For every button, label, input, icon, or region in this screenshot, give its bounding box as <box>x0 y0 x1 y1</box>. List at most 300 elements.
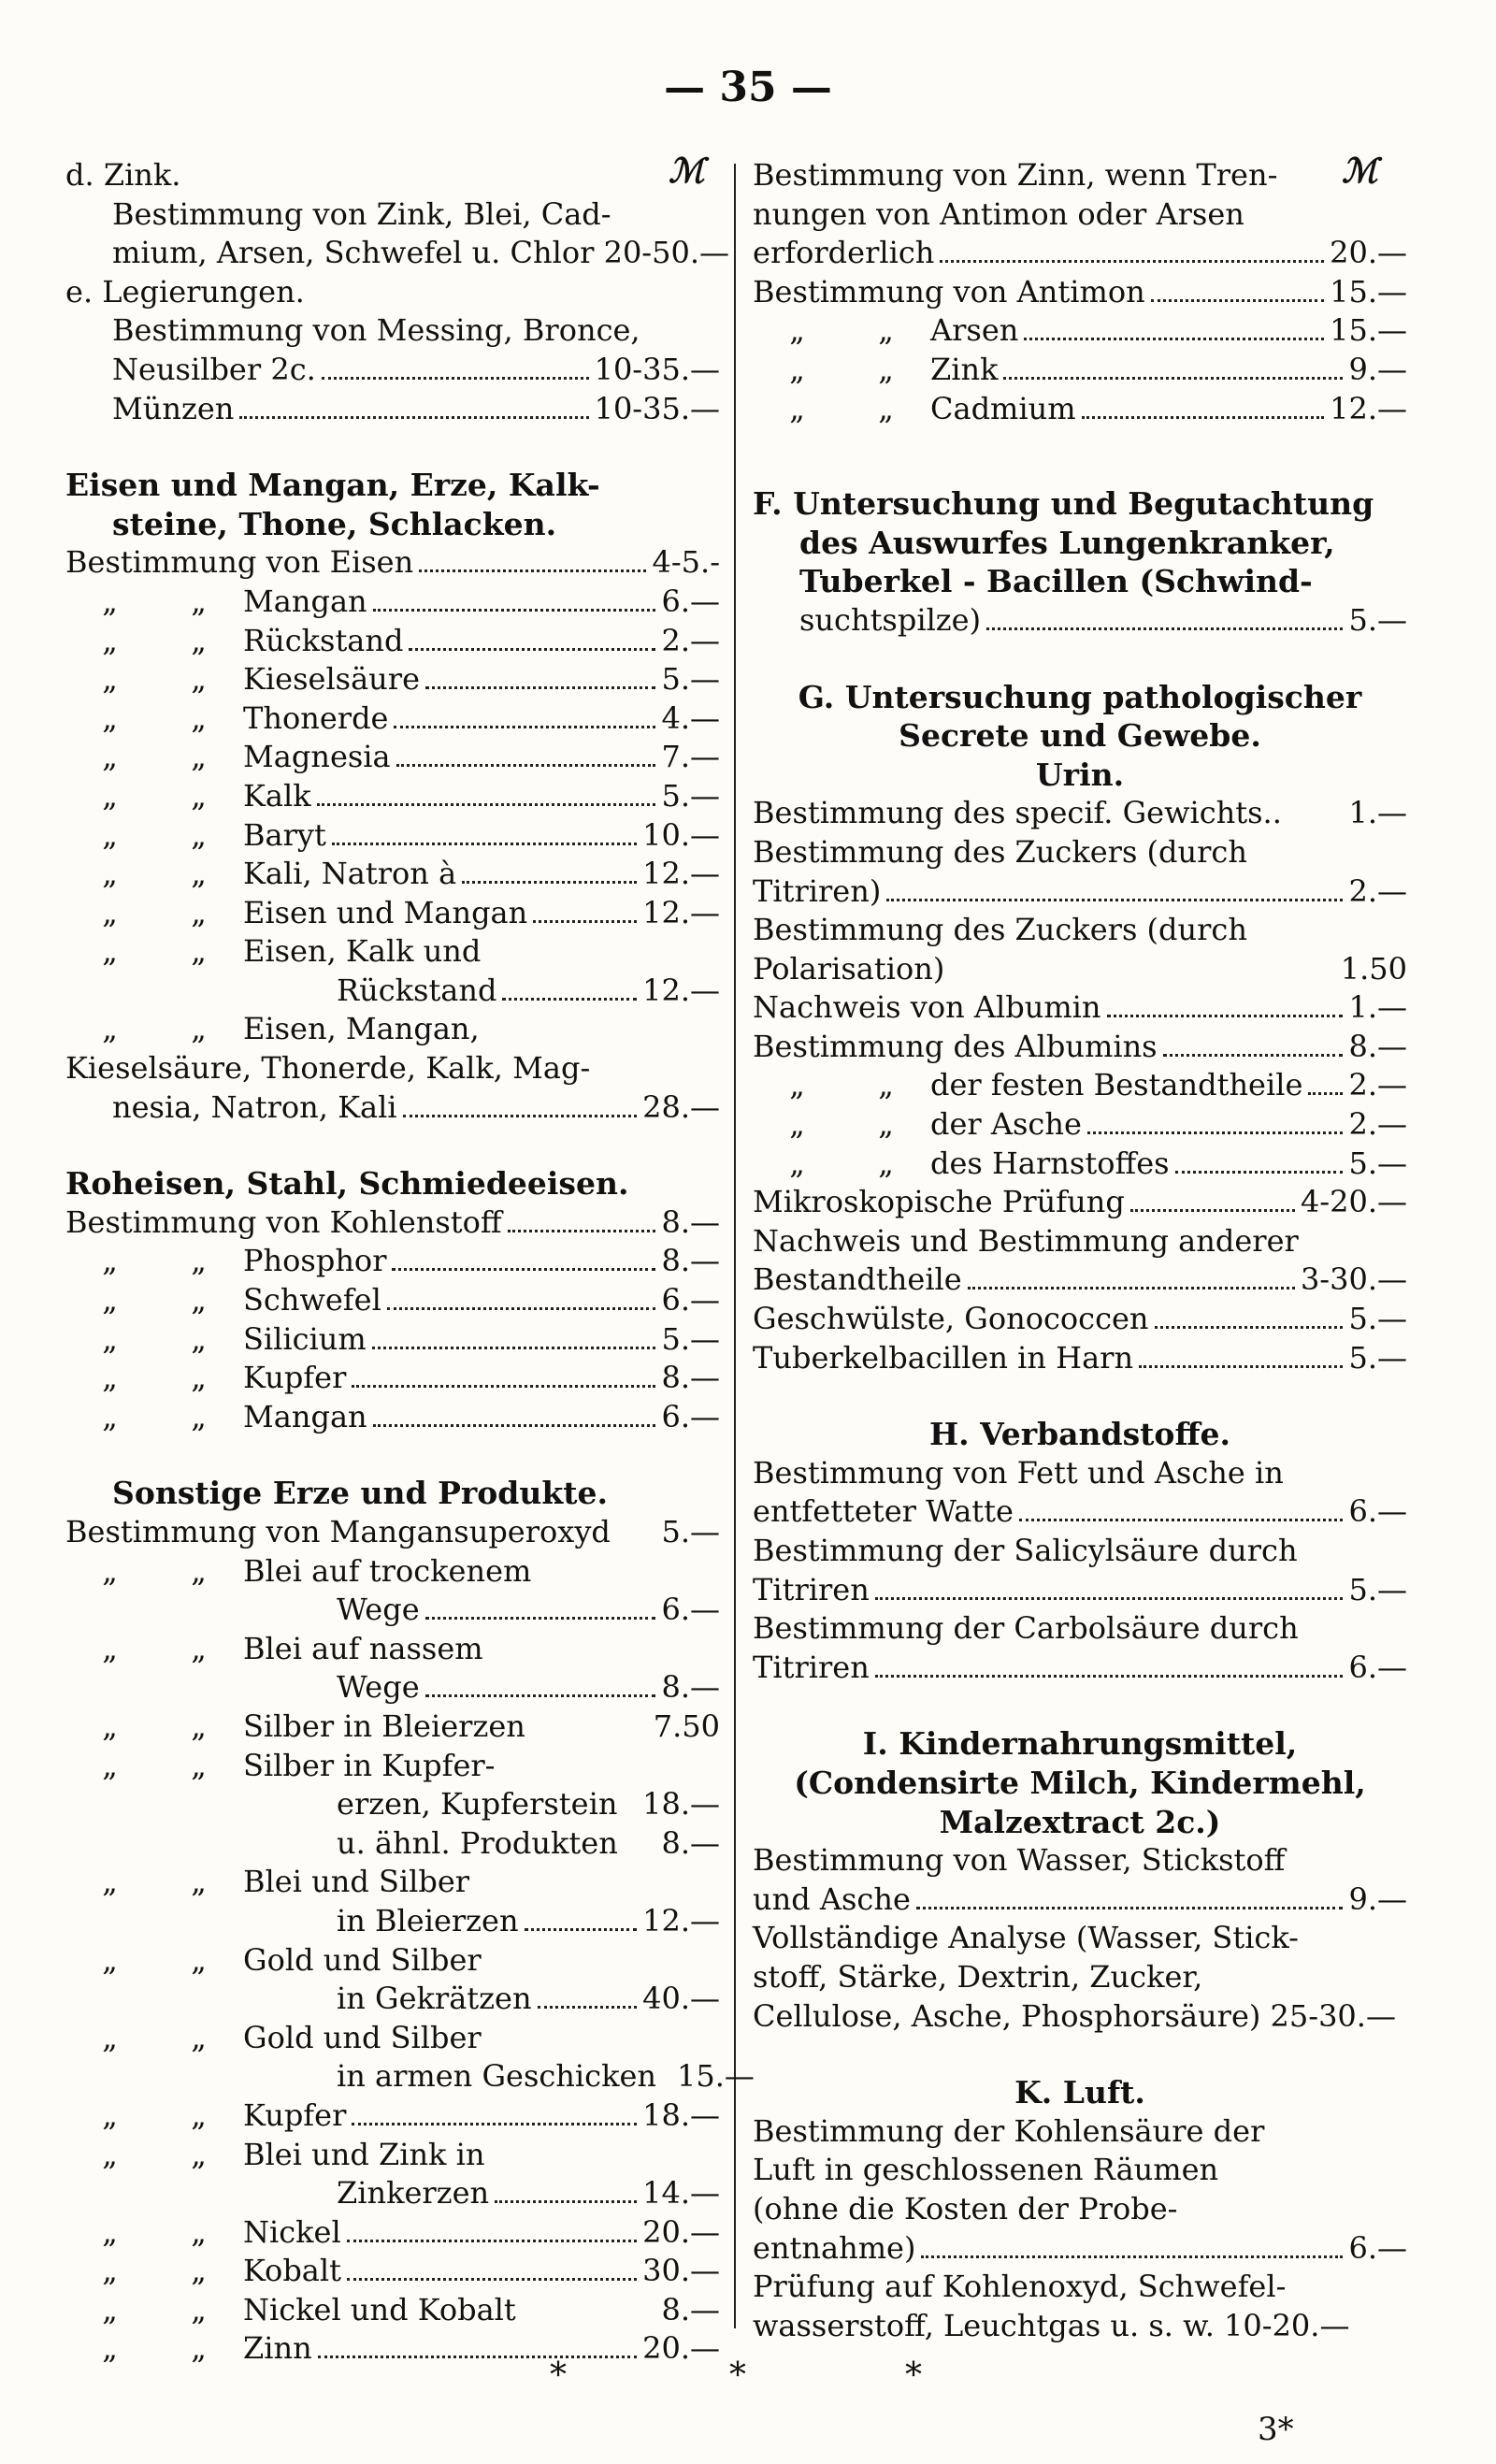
entry-price: 6.— <box>661 1592 720 1628</box>
spacer <box>65 1128 720 1165</box>
entry-line <box>753 602 1407 641</box>
leader-dots <box>1107 1015 1344 1017</box>
entry-line <box>65 973 720 1012</box>
entry-line <box>753 274 1407 313</box>
leader-dots <box>317 803 656 806</box>
leader-dots <box>875 1675 1344 1678</box>
entry-price: 8.— <box>661 1669 720 1706</box>
ditto-mark: „ <box>878 1067 894 1103</box>
leader-dots <box>403 1115 638 1117</box>
ditto-mark: „ <box>878 1145 894 1181</box>
entry-price: 15.— <box>1330 273 1407 310</box>
entry-price: 28.— <box>642 1088 720 1125</box>
entry-text: Nickel und Kobalt <box>243 2291 516 2327</box>
ditto-mark: „ <box>191 1747 207 1783</box>
entry-line <box>753 989 1407 1029</box>
entry-price: 10-35.— <box>594 351 720 387</box>
entry-text: der festen Bestandtheile <box>930 1067 1303 1103</box>
leader-dots <box>1151 299 1324 302</box>
entry-text: Zinkerzen <box>337 2175 490 2212</box>
entry-line <box>65 1514 720 1553</box>
entry-text: Polarisation) <box>753 950 945 987</box>
entry-line <box>65 1669 720 1708</box>
entry-text: Bestimmung der Kohlensäure der <box>753 2112 1265 2149</box>
entry-text: der Asche <box>930 1106 1082 1143</box>
entry-text: nungen von Antimon oder Arsen <box>753 195 1244 232</box>
leader-dots <box>533 920 637 923</box>
leader-dots <box>921 2255 1343 2258</box>
entry-line <box>753 1493 1407 1533</box>
right-column <box>753 157 1407 2346</box>
entry-price: 1.50 <box>1340 950 1407 987</box>
entry-price: 1.— <box>1348 795 1407 831</box>
ditto-mark: „ <box>102 1630 118 1666</box>
ditto-mark: „ <box>191 816 207 853</box>
entry-line <box>65 2214 720 2254</box>
ditto-mark: „ <box>191 1398 207 1434</box>
entry-price: 9.— <box>1348 351 1407 387</box>
entry-price: 6.— <box>661 583 720 619</box>
ditto-mark: „ <box>191 1864 207 1900</box>
entry-text: wasserstoff, Leuchtgas u. s. w. 10-20.— <box>753 2307 1350 2343</box>
left-column <box>65 157 755 2370</box>
entry-text: Silber in Bleierzen <box>243 1708 525 1744</box>
ditto-mark: „ <box>789 1106 805 1143</box>
entry-price: 12.— <box>1330 390 1407 426</box>
ditto-mark: „ <box>878 1106 894 1143</box>
leader-dots <box>462 881 637 884</box>
entry-line <box>753 1998 1407 2038</box>
section-heading: Sonstige Erze und Produkte. <box>112 1475 608 1512</box>
entry-text: entnahme) <box>753 2229 916 2266</box>
leader-dots <box>1175 1171 1344 1174</box>
entry-line <box>65 623 720 662</box>
leader-dots <box>1130 1209 1295 1212</box>
ditto-mark: „ <box>191 1708 207 1744</box>
entry-line <box>753 1881 1407 1921</box>
ditto-mark: „ <box>191 661 207 698</box>
section-heading: F. Untersuchung und Begutachtung <box>753 485 1374 523</box>
entry-line <box>753 2308 1407 2347</box>
entry-line <box>753 1455 1407 1494</box>
section-heading: Tuberkel - Bacillen (Schwind- <box>799 563 1313 600</box>
entry-price: 10.— <box>642 816 720 853</box>
entry-price: 5.— <box>661 661 720 698</box>
entry-text: Gold und Silber <box>243 2019 482 2055</box>
ditto-mark: „ <box>191 1011 207 1047</box>
leader-dots <box>425 1694 656 1697</box>
ditto-mark: „ <box>191 1630 207 1666</box>
ditto-mark: „ <box>102 622 118 658</box>
leader-dots <box>373 609 656 612</box>
entry-price: 4-20.— <box>1300 1184 1407 1220</box>
entry-line <box>753 1572 1407 1611</box>
entry-text: entfetteter Watte <box>753 1493 1014 1530</box>
entry-text: Kalk <box>243 777 311 814</box>
entry-price: 18.— <box>642 1786 720 1823</box>
section-heading: I. Kindernahrungsmittel, <box>862 1725 1298 1763</box>
page-number: — 35 — <box>664 64 832 111</box>
entry-text: Blei und Zink in <box>243 2136 485 2172</box>
ditto-mark: „ <box>191 2253 207 2289</box>
entry-price: 7.50 <box>653 1708 720 1744</box>
entry-text: Geschwülste, Gonococcen <box>753 1301 1149 1337</box>
entry-text: Bestimmung von Messing, Bronce, <box>112 312 640 349</box>
entry-text: Rückstand <box>337 972 497 1008</box>
ditto-mark: „ <box>102 1941 118 1978</box>
ditto-mark: „ <box>191 933 207 970</box>
leader-dots <box>347 2278 637 2281</box>
ditto-mark: „ <box>102 1708 118 1744</box>
entry-line <box>753 1301 1407 1340</box>
entry-text: erzen, Kupferstein <box>337 1786 618 1823</box>
entry-line <box>753 2269 1407 2308</box>
entry-text: Blei und Silber <box>243 1864 470 1900</box>
entry-line <box>753 1920 1407 1959</box>
leader-dots <box>347 2240 637 2242</box>
entry-text: suchtspilze) <box>799 601 982 638</box>
entry-line <box>753 391 1407 430</box>
entry-text: Bestandtheile <box>753 1261 962 1298</box>
entry-text: Bestimmung des Zuckers (durch <box>753 912 1247 948</box>
entry-line <box>753 1650 1407 1689</box>
entry-line <box>65 817 720 857</box>
entry-line <box>65 1204 720 1244</box>
star-ornament: * <box>729 2356 746 2395</box>
ditto-mark: „ <box>102 2019 118 2055</box>
entry-line <box>65 856 720 895</box>
entry-text: in Gekrätzen <box>337 1981 532 2017</box>
entry-line <box>65 1321 720 1361</box>
entry-text: Bestimmung von Mangansuperoxyd <box>65 1514 611 1549</box>
ditto-mark: „ <box>102 1320 118 1357</box>
leader-dots <box>525 1928 638 1931</box>
entry-line <box>753 1146 1407 1185</box>
ditto-mark: „ <box>191 2291 207 2327</box>
entry-price: 3-30.— <box>1300 1261 1407 1298</box>
leader-dots <box>1308 1092 1343 1095</box>
entry-text: Magnesia <box>243 739 391 775</box>
ditto-mark: „ <box>789 390 805 426</box>
ditto-mark: „ <box>191 777 207 814</box>
leader-dots <box>332 843 637 845</box>
entry-text: Arsen <box>930 312 1019 349</box>
entry-line <box>753 2191 1407 2230</box>
entry-price: 30.— <box>642 2253 720 2289</box>
section-heading: d. Zink. <box>65 157 181 193</box>
entry-text: (ohne die Kosten der Probe- <box>753 2190 1178 2226</box>
section-heading: G. Untersuchung pathologischer <box>798 678 1362 715</box>
entry-price: 6.— <box>1348 2229 1407 2266</box>
entry-text: Mikroskopische Prüfung <box>753 1184 1125 1220</box>
entry-text: Blei auf nassem <box>243 1630 483 1666</box>
entry-text: Titriren <box>753 1571 870 1607</box>
section-heading: K. Luft. <box>1014 2074 1145 2111</box>
entry-line <box>65 2292 720 2331</box>
entry-text: Titriren) <box>753 872 882 909</box>
leader-dots <box>396 764 656 767</box>
ditto-mark: „ <box>191 1360 207 1396</box>
ditto-mark: „ <box>191 1243 207 1279</box>
entry-text: Cellulose, Asche, Phosphorsäure) 25-30.— <box>753 1997 1396 2034</box>
leader-dots <box>239 416 588 419</box>
entry-price: 12.— <box>642 1902 720 1938</box>
entry-line <box>65 2097 720 2137</box>
entry-line <box>65 661 720 700</box>
entry-text: Nickel <box>243 2213 341 2250</box>
entry-line <box>753 352 1407 391</box>
entry-text: Wege <box>337 1592 420 1628</box>
entry-price: 6.— <box>661 1398 720 1434</box>
entry-price: 18.— <box>642 2097 720 2133</box>
ditto-mark: „ <box>191 583 207 619</box>
leader-dots <box>886 899 1343 901</box>
entry-price: 20.— <box>1330 235 1407 271</box>
entry-line <box>753 1184 1407 1223</box>
spacer <box>65 1437 720 1475</box>
ditto-mark: „ <box>191 1320 207 1357</box>
entry-line <box>65 2020 720 2059</box>
entry-price: 8.— <box>661 2291 720 2327</box>
section-subheading: Urin. <box>1035 756 1125 793</box>
ditto-mark: „ <box>191 2019 207 2055</box>
entry-text: Kieselsäure <box>243 661 421 698</box>
entry-line <box>753 235 1407 274</box>
leader-dots <box>372 1347 656 1349</box>
leader-dots <box>508 1230 656 1232</box>
entry-text: Bestimmung von Eisen <box>65 544 414 581</box>
entry-line <box>65 1592 720 1631</box>
entry-text: Kupfer <box>243 1360 347 1396</box>
entry-price: 8.— <box>1348 1028 1407 1064</box>
ditto-mark: „ <box>102 739 118 775</box>
entry-line <box>65 778 720 817</box>
ditto-mark: „ <box>191 622 207 658</box>
section-heading: (Condensirte Milch, Kindermehl, <box>794 1764 1366 1801</box>
ditto-mark: „ <box>878 351 894 387</box>
ditto-mark: „ <box>102 2330 118 2367</box>
entry-price: 12.— <box>642 972 720 1008</box>
entry-price: 5.— <box>661 1320 720 1357</box>
entry-text: Bestimmung des specif. Gewichts.. <box>753 795 1282 831</box>
leader-dots <box>916 1907 1344 1909</box>
leader-dots <box>1155 1326 1344 1329</box>
leader-dots <box>394 726 655 728</box>
entry-line <box>65 1864 720 1903</box>
entry-price: 40.— <box>642 1981 720 2017</box>
spacer <box>753 2037 1407 2074</box>
entry-price: 12.— <box>642 894 720 930</box>
entry-text: Eisen und Mangan <box>243 894 528 930</box>
section-heading: des Auswurfes Lungenkranker, <box>799 524 1335 561</box>
ditto-mark: „ <box>878 390 894 426</box>
leader-dots <box>425 1617 656 1620</box>
ditto-mark: „ <box>102 856 118 892</box>
spacer <box>753 1688 1407 1725</box>
leader-dots <box>986 627 1343 630</box>
leader-dots <box>502 998 637 1001</box>
entry-price: 5.— <box>661 777 720 814</box>
entry-text: Schwefel <box>243 1282 381 1318</box>
leader-dots <box>318 2356 637 2358</box>
ditto-mark: „ <box>102 2213 118 2250</box>
entry-line <box>65 196 720 236</box>
entry-price: 4.— <box>661 699 720 736</box>
entry-line <box>65 312 720 352</box>
entry-text: Vollständige Analyse (Wasser, Stick- <box>753 1920 1299 1956</box>
entry-text: und Asche <box>753 1880 911 1917</box>
entry-text: Bestimmung der Salicylsäure durch <box>753 1533 1298 1568</box>
entry-line <box>753 196 1407 236</box>
spacer <box>753 641 1407 679</box>
entry-price: 15.— <box>677 2058 755 2095</box>
entry-price: 8.— <box>661 1360 720 1396</box>
leader-dots <box>1163 1054 1344 1057</box>
entry-line <box>753 1959 1407 1998</box>
entry-line <box>753 1029 1407 1068</box>
entry-line <box>753 1261 1407 1301</box>
section-heading: Eisen und Mangan, Erze, Kalk- <box>65 467 600 504</box>
entry-price: 5.— <box>1348 1571 1407 1607</box>
leader-dots <box>387 1307 656 1310</box>
entry-text: Thonerde <box>243 699 389 736</box>
entry-text: Münzen <box>112 390 235 426</box>
ditto-mark: „ <box>191 739 207 775</box>
entry-line <box>753 2113 1407 2153</box>
entry-text: Cadmium <box>930 390 1076 426</box>
entry-text: Silicium <box>243 1320 367 1357</box>
entry-text: Neusilber 2c. <box>112 351 316 387</box>
entry-line <box>65 1553 720 1592</box>
entry-text: Nachweis von Albumin <box>753 989 1101 1026</box>
ditto-mark: „ <box>102 699 118 736</box>
entry-line <box>753 912 1407 951</box>
entry-text: Mangan <box>243 583 367 619</box>
entry-line <box>65 2058 755 2097</box>
entry-line <box>65 933 720 973</box>
entry-price: 12.— <box>642 856 720 892</box>
currency-mark-left: ℳ <box>669 151 705 191</box>
entry-line <box>65 544 720 584</box>
entry-text: Rückstand <box>243 622 404 658</box>
star-ornament: * <box>905 2356 922 2395</box>
ditto-mark: „ <box>191 2330 207 2367</box>
leader-dots <box>392 1268 655 1271</box>
entry-line <box>65 1748 720 1787</box>
ditto-mark: „ <box>191 1941 207 1978</box>
entry-text: Kupfer <box>243 2097 347 2133</box>
ditto-mark: „ <box>191 894 207 930</box>
entry-price: 2.— <box>1348 872 1407 909</box>
ditto-mark: „ <box>102 1243 118 1279</box>
entry-text: in Bleierzen <box>337 1902 519 1938</box>
entry-text: Wege <box>337 1669 420 1706</box>
entry-line <box>65 1631 720 1670</box>
ditto-mark: „ <box>102 583 118 619</box>
leader-dots <box>409 648 655 651</box>
entry-text: Phosphor <box>243 1243 387 1279</box>
entry-text: Kobalt <box>243 2253 341 2289</box>
leader-dots <box>352 2123 637 2125</box>
ditto-mark: „ <box>102 933 118 970</box>
entry-line: Kieselsäure, Thonerde, Kalk, Mag- <box>65 1050 591 1087</box>
leader-dots <box>1019 1519 1344 1521</box>
entry-line <box>753 834 1407 873</box>
leader-dots <box>875 1597 1344 1600</box>
entry-line <box>753 2230 1407 2269</box>
ditto-mark: „ <box>191 1552 207 1589</box>
entry-line <box>65 1708 720 1748</box>
entry-text: u. ähnl. Produkten <box>337 1824 618 1861</box>
entry-line <box>65 1786 720 1825</box>
entry-line <box>753 873 1407 913</box>
entry-text: Bestimmung von Antimon <box>753 273 1145 310</box>
entry-price: 10-35.— <box>594 390 720 426</box>
entry-price: 5.— <box>1348 1301 1407 1337</box>
ditto-mark: „ <box>191 2213 207 2250</box>
ditto-mark: „ <box>789 351 805 387</box>
entry-text: Luft in geschlossenen Räumen <box>753 2152 1219 2188</box>
entry-price: 1.— <box>1348 989 1407 1026</box>
leader-dots <box>538 2006 638 2009</box>
entry-text: Kali, Natron à <box>243 856 457 892</box>
entry-price: 6.— <box>1348 1493 1407 1530</box>
leader-dots <box>968 1287 1295 1290</box>
entry-line <box>753 1340 1407 1379</box>
spacer <box>753 429 1407 485</box>
entry-price: 4-5.- <box>652 544 720 581</box>
entry-price: 20.— <box>642 2213 720 2250</box>
entry-line <box>753 951 1407 990</box>
section-heading: Secrete und Gewebe. <box>899 717 1261 755</box>
entry-text: Bestimmung von Zink, Blei, Cad- <box>112 195 611 232</box>
section-heading: Roheisen, Stahl, Schmiedeeisen. <box>65 1165 629 1203</box>
entry-text: Eisen, Mangan, <box>243 1011 480 1047</box>
entry-line <box>65 700 720 740</box>
entry-text: stoff, Stärke, Dextrin, Zucker, <box>753 1958 1203 1995</box>
entry-price: 8.— <box>661 1243 720 1279</box>
entry-price: 8.— <box>661 1203 720 1240</box>
ditto-mark: „ <box>191 856 207 892</box>
ditto-mark: „ <box>102 2253 118 2289</box>
section-heading: H. Verbandstoffe. <box>928 1416 1231 1453</box>
entry-line <box>753 157 1407 196</box>
ditto-mark: „ <box>102 2136 118 2172</box>
entry-line <box>65 2175 720 2214</box>
entry-text: Nachweis und Bestimmung anderer <box>753 1222 1299 1259</box>
ditto-mark: „ <box>102 1282 118 1318</box>
ditto-mark: „ <box>102 1398 118 1434</box>
spacer <box>65 429 720 467</box>
entry-line <box>65 1011 720 1050</box>
leader-dots <box>1087 1131 1344 1134</box>
entry-price: 9.— <box>1348 1880 1407 1917</box>
entry-text: Zink <box>930 351 999 387</box>
entry-line <box>65 1089 720 1129</box>
ditto-mark: „ <box>191 1282 207 1318</box>
entry-line <box>753 1067 1407 1106</box>
entry-text: erforderlich <box>753 235 935 271</box>
entry-text: Bestimmung des Albumins <box>753 1028 1158 1064</box>
section-heading: e. Legierungen. <box>65 273 305 310</box>
entry-price: 6.— <box>661 1282 720 1318</box>
star-ornament: * <box>550 2356 567 2395</box>
column-divider <box>734 164 736 2328</box>
entry-text: Bestimmung des Zuckers (durch <box>753 833 1247 870</box>
ditto-mark: „ <box>191 2136 207 2172</box>
leader-dots <box>940 260 1324 263</box>
entry-line <box>65 1282 720 1321</box>
